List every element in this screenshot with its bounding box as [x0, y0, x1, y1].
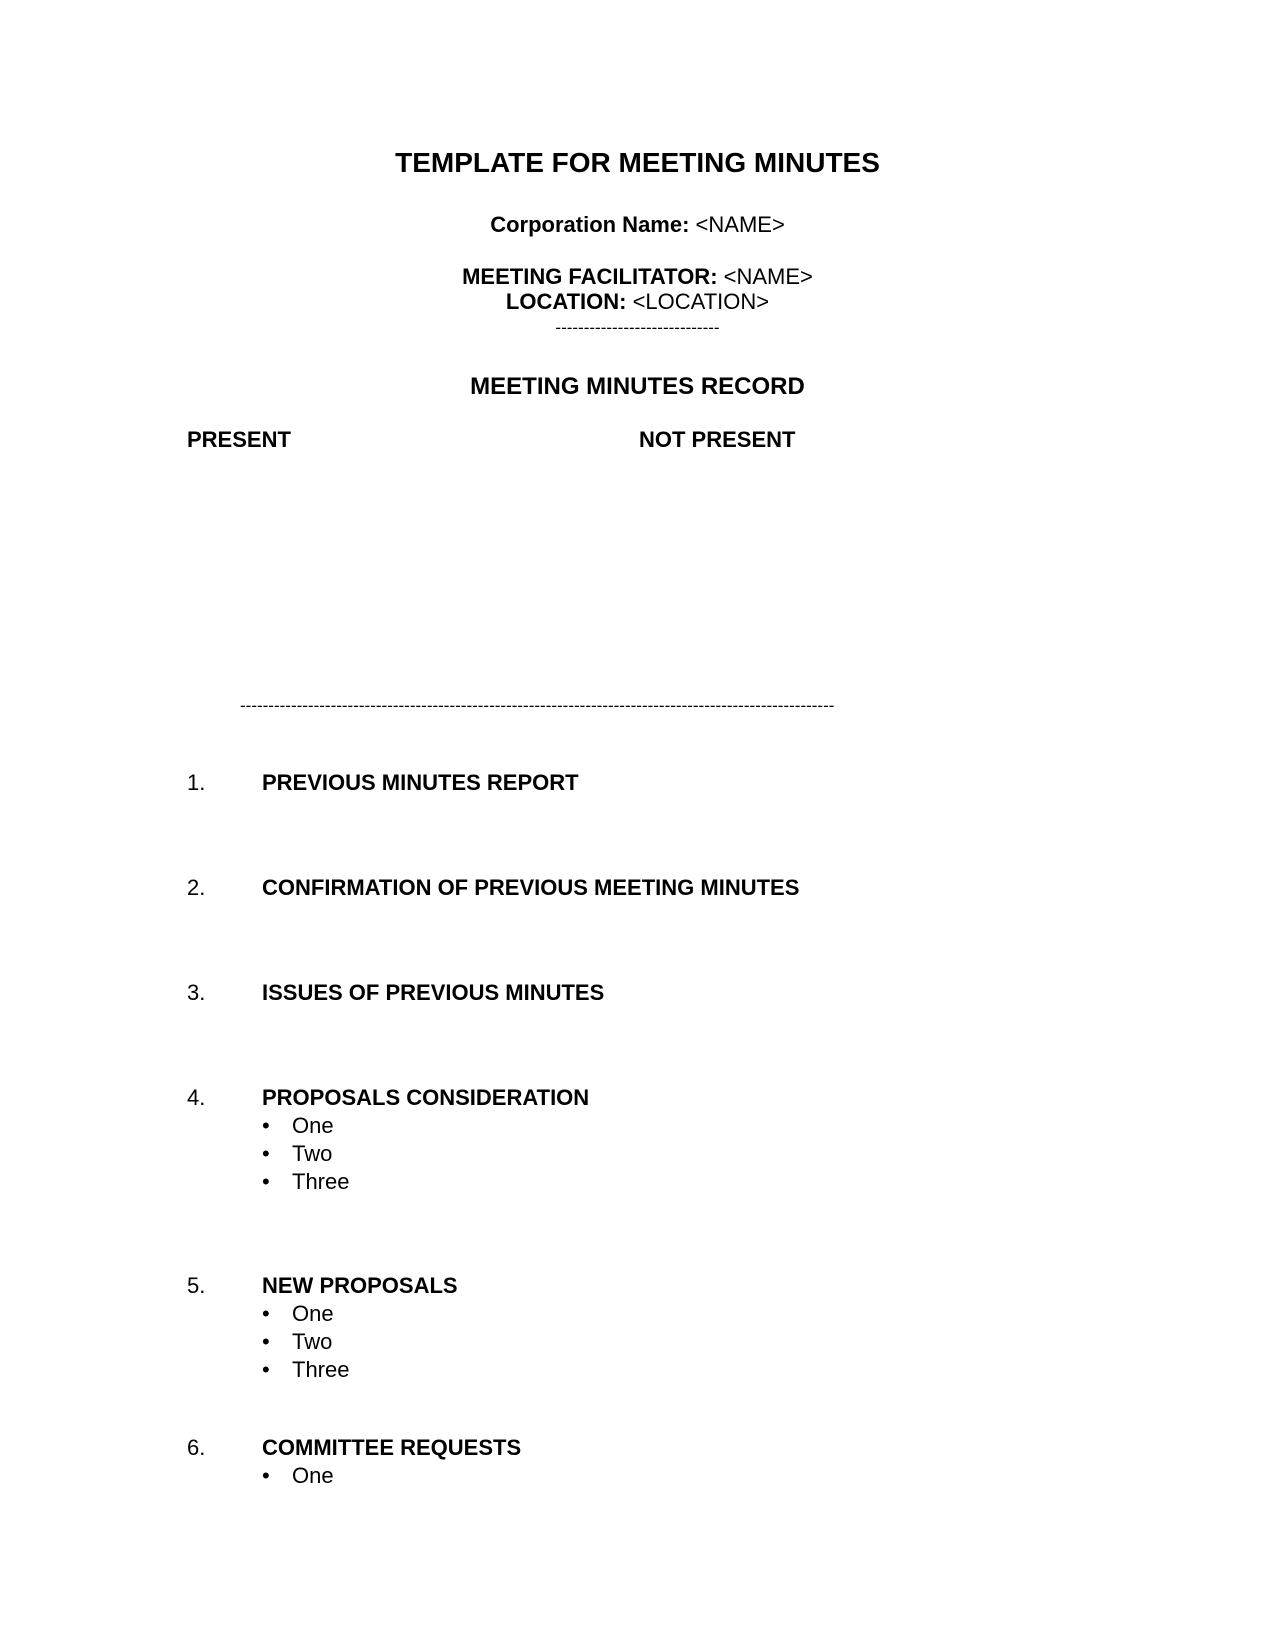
list-item [262, 1141, 332, 1167]
bullet-icon: • [262, 1169, 270, 1194]
not-present-heading: NOT PRESENT [639, 427, 796, 452]
document-title: TEMPLATE FOR MEETING MINUTES [395, 147, 880, 178]
section-number: 3. [187, 980, 206, 1005]
section-number: 4. [187, 1085, 206, 1110]
list-item [262, 1357, 349, 1383]
location-line [0, 289, 1275, 315]
section-title: PREVIOUS MINUTES REPORT [262, 770, 579, 795]
short-divider: ----------------------------- [555, 318, 720, 337]
list-item [262, 1113, 334, 1139]
bullet-icon: • [262, 1301, 270, 1326]
section-title: COMMITTEE REQUESTS [262, 1435, 522, 1460]
section-number: 2. [187, 875, 206, 900]
section-title: NEW PROPOSALS [262, 1273, 458, 1298]
section-number: 5. [187, 1273, 206, 1298]
facilitator-label: MEETING FACILITATOR: [462, 264, 718, 289]
bullet-icon: • [262, 1357, 270, 1382]
list-item [262, 1463, 334, 1489]
list-item-text: Two [292, 1141, 333, 1166]
list-item-text: One [292, 1301, 334, 1326]
corporation-name-value: <NAME> [689, 212, 785, 237]
corporation-name-line [0, 212, 1275, 238]
section-number: 6. [187, 1435, 206, 1460]
present-heading: PRESENT [187, 427, 291, 452]
corporation-name-label: Corporation Name: [490, 212, 690, 237]
record-heading: MEETING MINUTES RECORD [470, 373, 805, 400]
section-title: ISSUES OF PREVIOUS MINUTES [262, 980, 605, 1005]
location-value: <LOCATION> [626, 289, 770, 314]
list-item [262, 1169, 349, 1195]
bullet-icon: • [262, 1463, 270, 1488]
long-divider: --------------------------------------------------------------------------------------------------------- [240, 696, 835, 715]
section-title: CONFIRMATION OF PREVIOUS MEETING MINUTES [262, 875, 800, 900]
bullet-icon: • [262, 1141, 270, 1166]
bullet-icon: • [262, 1113, 270, 1138]
section-number: 1. [187, 770, 206, 795]
list-item [262, 1301, 334, 1327]
section-title: PROPOSALS CONSIDERATION [262, 1085, 590, 1110]
list-item [262, 1329, 332, 1355]
list-item-text: Three [292, 1357, 350, 1382]
bullet-icon: • [262, 1329, 270, 1354]
list-item-text: One [292, 1463, 334, 1488]
list-item-text: Two [292, 1329, 333, 1354]
facilitator-value: <NAME> [717, 264, 813, 289]
facilitator-line [0, 264, 1275, 290]
list-item-text: Three [292, 1169, 350, 1194]
location-label: LOCATION: [505, 289, 627, 314]
list-item-text: One [292, 1113, 334, 1138]
